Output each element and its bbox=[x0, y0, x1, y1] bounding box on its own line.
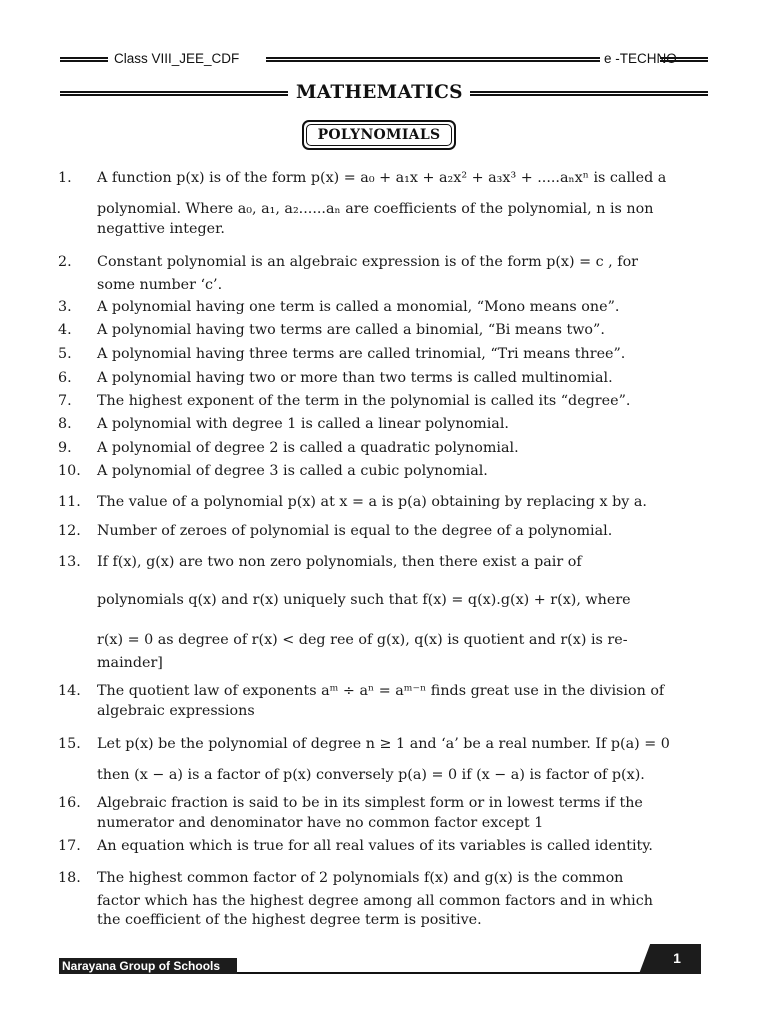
topic-box bbox=[302, 120, 456, 150]
footer-rule bbox=[237, 972, 647, 974]
item-text-line: A polynomial of degree 3 is called a cubic polynomial. bbox=[97, 463, 488, 479]
subject-title: MATHEMATICS bbox=[296, 82, 463, 103]
item-text-line: Constant polynomial is an algebraic expression is of the form p(x) = c , for bbox=[97, 254, 639, 270]
item-text-line: r(x) = 0 as degree of r(x) < deg ree of g(x), q(x) is quotient and r(x) is re- bbox=[97, 632, 628, 648]
item-number: 13. bbox=[58, 554, 81, 570]
item-text-line: polynomials q(x) and r(x) uniquely such that f(x) = q(x).g(x) + r(x), where bbox=[97, 592, 631, 608]
item-text-line: An equation which is true for all real values of its variables is called identity. bbox=[97, 838, 653, 854]
item-text-line: algebraic expressions bbox=[97, 703, 255, 719]
item-number: 6. bbox=[58, 370, 72, 386]
item-text-line: A polynomial with degree 1 is called a linear polynomial. bbox=[97, 416, 509, 432]
header-rule-right bbox=[660, 57, 708, 62]
item-number: 10. bbox=[58, 463, 81, 479]
item-number: 14. bbox=[58, 683, 81, 699]
item-text-line: polynomial. Where a₀, a₁, a₂......aₙ are coefficients of the polynomial, n is non bbox=[97, 201, 654, 217]
item-number: 17. bbox=[58, 838, 81, 854]
item-text-line: The highest common factor of 2 polynomials f(x) and g(x) is the common bbox=[97, 870, 624, 886]
item-number: 4. bbox=[58, 322, 72, 338]
program-label: e -TECHNO bbox=[604, 51, 677, 66]
page-number: 1 bbox=[673, 950, 681, 966]
item-text-line: A polynomial having three terms are called trinomial, “Tri means three”. bbox=[97, 346, 626, 362]
item-text-line: If f(x), g(x) are two non zero polynomials, then there exist a pair of bbox=[97, 554, 582, 570]
item-text-line: factor which has the highest degree among all common factors and in which bbox=[97, 893, 653, 909]
item-number: 15. bbox=[58, 736, 81, 752]
item-number: 9. bbox=[58, 440, 72, 456]
subject-rule-left bbox=[60, 91, 288, 96]
item-text-line: Number of zeroes of polynomial is equal to the degree of a polynomial. bbox=[97, 523, 613, 539]
item-text-line: mainder] bbox=[97, 655, 163, 671]
item-text-line: numerator and denominator have no common factor except 1 bbox=[97, 815, 544, 831]
item-number: 11. bbox=[58, 494, 81, 510]
item-text-line: A polynomial of degree 2 is called a quadratic polynomial. bbox=[97, 440, 519, 456]
item-number: 16. bbox=[58, 795, 81, 811]
subject-header bbox=[60, 82, 708, 104]
item-number: 5. bbox=[58, 346, 72, 362]
item-number: 2. bbox=[58, 254, 72, 270]
item-text-line: Let p(x) be the polynomial of degree n ≥ 1 and ‘a’ be a real number. If p(a) = 0 bbox=[97, 736, 670, 752]
topic-title: POLYNOMIALS bbox=[317, 127, 441, 143]
item-number: 1. bbox=[58, 170, 72, 186]
item-number: 8. bbox=[58, 416, 72, 432]
footer-brand: Narayana Group of Schools bbox=[62, 959, 221, 973]
item-text-line: A polynomial having two terms are called a binomial, “Bi means two”. bbox=[97, 322, 605, 338]
header-rule-left bbox=[60, 57, 108, 62]
page-header bbox=[60, 48, 708, 70]
item-text-line: some number ‘c’. bbox=[97, 277, 223, 293]
item-text-line: Algebraic fraction is said to be in its simplest form or in lowest terms if the bbox=[97, 795, 643, 811]
item-number: 3. bbox=[58, 299, 72, 315]
item-number: 12. bbox=[58, 523, 81, 539]
item-text-line: The value of a polynomial p(x) at x = a is p(a) obtaining by replacing x by a. bbox=[97, 494, 647, 510]
item-text-line: A polynomial having two or more than two terms is called multinomial. bbox=[97, 370, 613, 386]
class-label: Class VIII_JEE_CDF bbox=[114, 51, 240, 66]
item-text-line: the coefficient of the highest degree term is positive. bbox=[97, 912, 482, 928]
item-text-line: The highest exponent of the term in the polynomial is called its “degree”. bbox=[97, 393, 631, 409]
subject-rule-right bbox=[470, 91, 708, 96]
item-text-line: A polynomial having one term is called a monomial, “Mono means one”. bbox=[97, 299, 620, 315]
header-rule-middle bbox=[266, 57, 600, 62]
item-number: 18. bbox=[58, 870, 81, 886]
item-number: 7. bbox=[58, 393, 72, 409]
page-footer bbox=[59, 944, 699, 976]
item-text-line: negattive integer. bbox=[97, 221, 225, 237]
item-text-line: then (x − a) is a factor of p(x) conversely p(a) = 0 if (x − a) is factor of p(x). bbox=[97, 767, 645, 783]
item-text-line: The quotient law of exponents aᵐ ÷ aⁿ = aᵐ⁻ⁿ finds great use in the division of bbox=[97, 683, 665, 699]
item-text-line: A function p(x) is of the form p(x) = a₀ + a₁x + a₂x² + a₃x³ + .....aₙxⁿ is called a bbox=[97, 170, 667, 186]
